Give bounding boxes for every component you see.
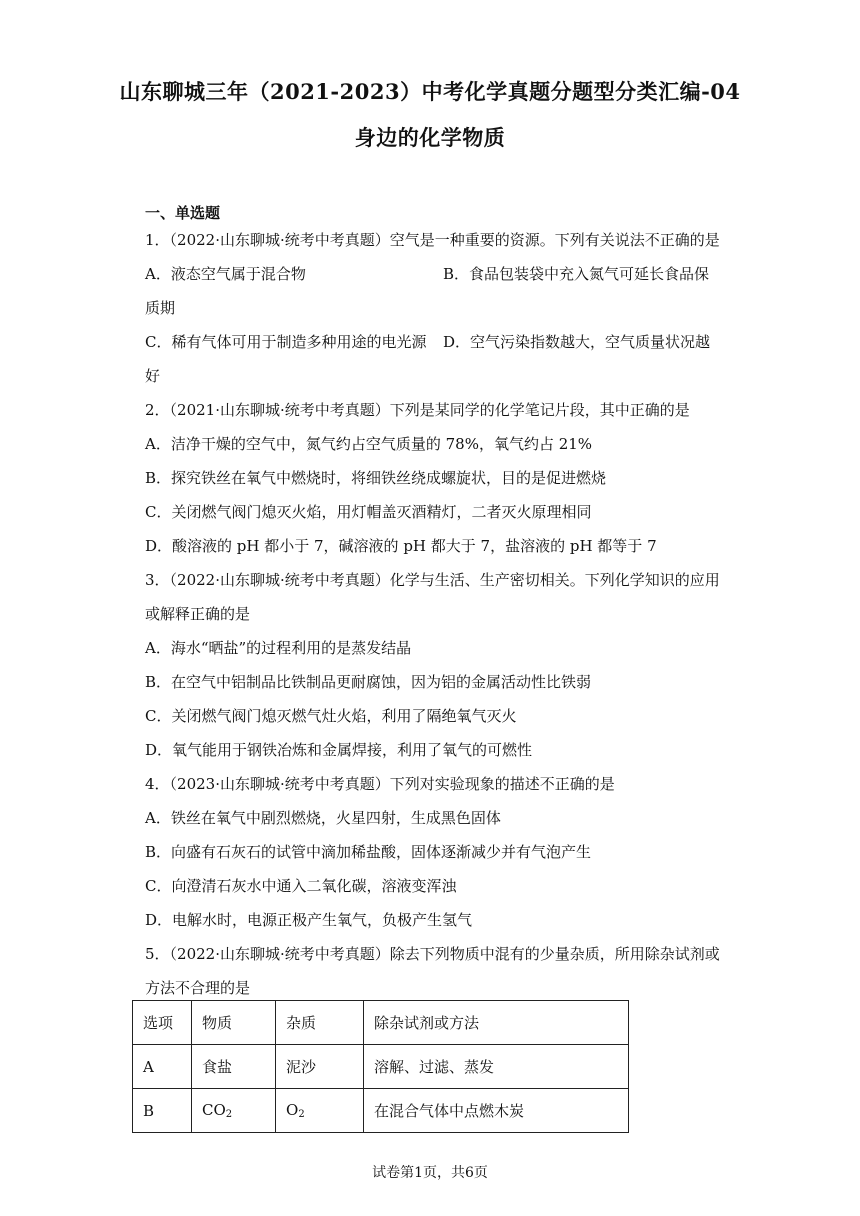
table-cell-impurity: 泥沙 <box>276 1045 364 1089</box>
formula-subscript: 2 <box>225 1109 233 1120</box>
question-2-stem: 2．（2021·山东聊城·统考中考真题）下列是某同学的化学笔记片段，其中正确的是 <box>145 401 690 419</box>
formula-main: O <box>286 1101 299 1119</box>
formula-main: CO <box>202 1101 226 1119</box>
table-cell-substance <box>192 1089 276 1133</box>
table-cell-method: 在混合气体中点燃木炭 <box>364 1089 629 1133</box>
question-2-option-a: A．洁净干燥的空气中，氮气约占空气质量的 78%，氧气约占 21% <box>145 435 593 453</box>
page-footer: 试卷第1页，共6页 <box>372 1165 488 1181</box>
question-5-stem-cont: 方法不合理的是 <box>145 979 251 997</box>
question-3-stem-cont: 或解释正确的是 <box>145 605 251 623</box>
formula-subscript: 2 <box>298 1109 305 1120</box>
table-cell-impurity <box>276 1089 364 1133</box>
table-row <box>133 1089 629 1133</box>
question-4-option-d: D．电解水时，电源正极产生氧气，负极产生氢气 <box>145 911 473 929</box>
table-cell-method: 溶解、过滤、蒸发 <box>364 1045 629 1089</box>
table-header-row <box>133 1001 629 1045</box>
table-cell-option: B <box>133 1089 192 1133</box>
question-3-stem: 3．（2022·山东聊城·统考中考真题）化学与生活、生产密切相关。下列化学知识的应用 <box>145 571 720 589</box>
section-heading: 一、单选题 <box>145 204 221 222</box>
table-header-cell: 除杂试剂或方法 <box>364 1001 629 1045</box>
page-title-line2: 身边的化学物质 <box>354 125 506 150</box>
question-1-option-a: A．液态空气属于混合物 <box>145 265 306 283</box>
question-4-option-a: A．铁丝在氧气中剧烈燃烧，火星四射，生成黑色固体 <box>145 809 501 827</box>
table-cell-substance: 食盐 <box>192 1045 276 1089</box>
page-title-line1: 山东聊城三年（2021-2023）中考化学真题分题型分类汇编-04 <box>119 79 741 104</box>
question-1-option-d: D．空气污染指数越大，空气质量状况越 <box>443 333 711 351</box>
question-4-option-c: C．向澄清石灰水中通入二氧化碳，溶液变浑浊 <box>145 877 457 895</box>
question-2-option-c: C．关闭燃气阀门熄灭火焰，用灯帽盖灭酒精灯，二者灭火原理相同 <box>145 503 592 521</box>
impurity-table <box>132 1000 629 1133</box>
question-1-option-b-cont: 质期 <box>145 299 176 317</box>
question-1-option-b: B．食品包装袋中充入氮气可延长食品保 <box>443 265 710 283</box>
question-4-option-b: B．向盛有石灰石的试管中滴加稀盐酸，固体逐渐减少并有气泡产生 <box>145 843 592 861</box>
question-3-option-d: D．氧气能用于钢铁冶炼和金属焊接，利用了氧气的可燃性 <box>145 741 533 759</box>
question-4-stem: 4．（2023·山东聊城·统考中考真题）下列对实验现象的描述不正确的是 <box>145 775 615 793</box>
question-1-stem: 1．（2022·山东聊城·统考中考真题）空气是一种重要的资源。下列有关说法不正确的是 <box>145 231 720 249</box>
question-3-option-b: B．在空气中铝制品比铁制品更耐腐蚀，因为铝的金属活动性比铁弱 <box>145 673 592 691</box>
question-3-option-a: A．海水“晒盐”的过程利用的是蒸发结晶 <box>145 639 412 657</box>
table-header-cell: 选项 <box>133 1001 192 1045</box>
question-1-option-c: C．稀有气体可用于制造多种用途的电光源 <box>145 333 427 351</box>
question-1-option-d-cont: 好 <box>145 367 161 385</box>
table-header-cell: 杂质 <box>276 1001 364 1045</box>
table-header-cell: 物质 <box>192 1001 276 1045</box>
table-cell-option: A <box>133 1045 192 1089</box>
question-2-option-b: B．探究铁丝在氧气中燃烧时，将细铁丝绕成螺旋状，目的是促进燃烧 <box>145 469 607 487</box>
question-3-option-c: C．关闭燃气阀门熄灭燃气灶火焰，利用了隔绝氧气灭火 <box>145 707 517 725</box>
table-row <box>133 1045 629 1089</box>
question-5-stem: 5．（2022·山东聊城·统考中考真题）除去下列物质中混有的少量杂质，所用除杂试剂或 <box>145 945 720 963</box>
question-2-option-d: D．酸溶液的 pH 都小于 7，碱溶液的 pH 都大于 7，盐溶液的 pH 都等于 7 <box>145 537 657 555</box>
